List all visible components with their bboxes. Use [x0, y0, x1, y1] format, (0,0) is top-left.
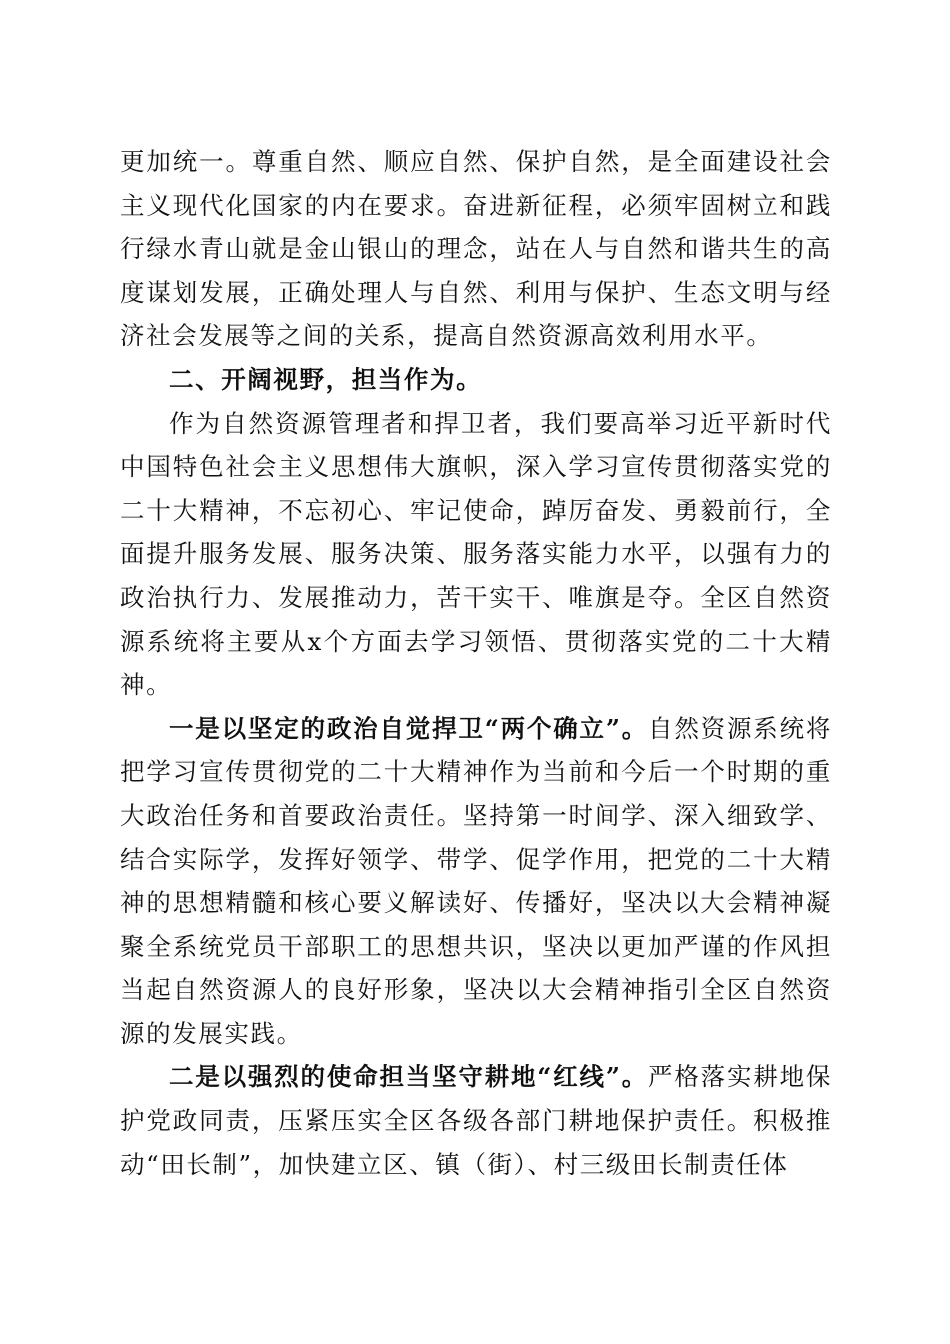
- paragraph-point-two: [120, 1055, 832, 1186]
- document-body: [120, 140, 832, 1186]
- paragraph-intro: 作为自然资源管理者和捍卫者，我们要高举习近平新时代中国特色社会主义思想伟大旗帜，深入学习宣传贯彻落实党的二十大精神，不忘初心、牢记使命，踔厉奋发、勇毅前行，全面提升服务发展、服务决策、服务落实能力水平，以强有力的政治执行力、发展推动力，苦干实干、唯旗是夺。全区自然资源系统将主要从x个方面去学习领悟、贯彻落实党的二十大精神。: [120, 408, 832, 700]
- section-heading-2: 二、开阔视野，担当作为。: [169, 364, 483, 394]
- point-one-lead: 一是以坚定的政治自觉捍卫“两个确立”。: [169, 713, 649, 743]
- point-two-body: 严格落实耕地保护党政同责，压紧压实全区各级各部门耕地保护责任。积极推动“田长制”，加快建立区、镇（街）、村三级田长制责任体: [120, 1062, 832, 1179]
- paragraph-continuation: 更加统一。尊重自然、顺应自然、保护自然，是全面建设社会主义现代化国家的内在要求。奋进新征程，必须牢固树立和践行绿水青山就是金山银山的理念，站在人与自然和谐共生的高度谋划发展，正确处理人与自然、利用与保护、生态文明与经济社会发展等之间的关系，提高自然资源高效利用水平。: [120, 147, 832, 351]
- point-one-body: 自然资源系统将把学习宣传贯彻党的二十大精神作为当前和今后一个时期的重大政治任务和首要政治责任。坚持第一时间学、深入细致学、结合实际学，发挥好领学、带学、促学作用，把党的二十大精神的思想精髓和核心要义解读好、传播好，坚决以大会精神凝聚全系统党员干部职工的思想共识，坚决以更加严谨的作风担当起自然资源人的良好形象，坚决以大会精神指引全区自然资源的发展实践。: [120, 713, 832, 1048]
- point-two-lead: 二是以强烈的使命担当坚守耕地“红线”。: [169, 1062, 649, 1092]
- paragraph-point-one: [120, 707, 832, 1056]
